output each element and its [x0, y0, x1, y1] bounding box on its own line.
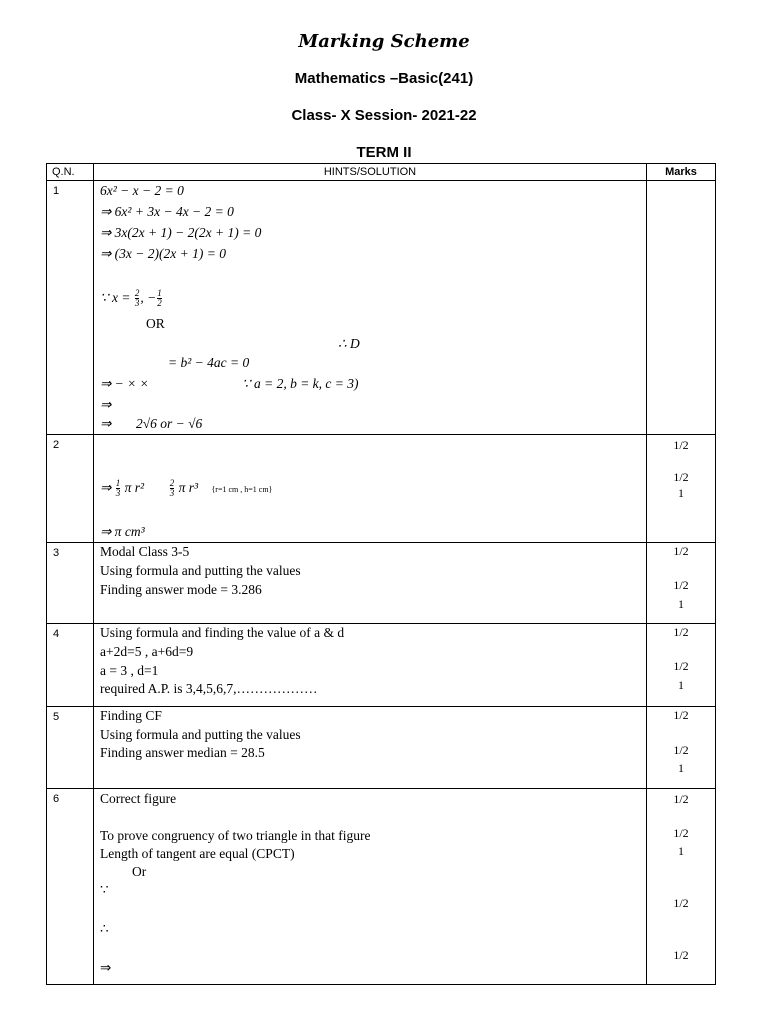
question-number: 1	[47, 181, 94, 435]
mark-value: 1/2	[673, 708, 689, 722]
solution-line: ⇒	[100, 397, 112, 412]
question-number: 6	[47, 789, 94, 985]
solution-line: Using formula and putting the values	[100, 727, 301, 742]
solution-line: ⇒	[100, 960, 112, 975]
header-marks: Marks	[647, 164, 716, 181]
marks-cell	[647, 181, 716, 435]
table-row-q4	[47, 624, 716, 707]
solution-line: = b² − 4ac = 0	[168, 355, 250, 370]
term-text: π r³	[178, 480, 199, 495]
marks-cell	[647, 543, 716, 624]
separator-text: , −	[140, 290, 157, 305]
solution-line: a = 3 , d=1	[100, 663, 159, 678]
question-number: 4	[47, 624, 94, 707]
fraction	[157, 289, 162, 308]
table-header-row	[47, 164, 716, 181]
mark-value: 1/2	[673, 625, 689, 639]
fraction-denominator: 3	[134, 298, 140, 309]
fraction	[116, 479, 121, 498]
solution-line: a+2d=5 , a+6d=9	[100, 644, 194, 659]
mark-value: 1	[678, 597, 684, 611]
implies-text: ⇒	[100, 480, 112, 495]
solution-line: 6x² − x − 2 = 0	[100, 183, 184, 198]
table-row-q2	[47, 435, 716, 543]
mark-value: 1	[678, 486, 684, 500]
solution-line	[100, 479, 272, 499]
mark-value: 1	[678, 844, 684, 858]
mark-value: 1/2	[673, 826, 689, 840]
document-title: Marking Scheme	[298, 31, 470, 52]
solution-cell	[94, 435, 647, 543]
solution-line	[100, 289, 163, 308]
term-text: π r²	[124, 480, 145, 495]
fraction-numerator: 1	[157, 288, 162, 299]
mark-value: 1/2	[673, 896, 689, 910]
fraction-denominator: 3	[169, 488, 175, 499]
question-number: 3	[47, 543, 94, 624]
fraction	[135, 289, 140, 308]
solution-cell	[94, 624, 647, 707]
solution-cell	[94, 789, 647, 985]
table-row-q5	[47, 707, 716, 789]
marks-cell	[647, 789, 716, 985]
solution-cell	[94, 707, 647, 789]
question-number: 2	[47, 435, 94, 543]
solution-line: ⇒ − × ×	[100, 376, 149, 391]
table-row-q1	[47, 181, 716, 435]
fraction-numerator: 2	[134, 288, 140, 299]
fraction	[170, 479, 175, 498]
solution-line: Using formula and finding the value of a & d	[100, 625, 345, 640]
solution-line: Using formula and putting the values	[100, 563, 301, 578]
solution-line: ∴	[100, 921, 109, 936]
solution-line: ∵ a = 2, b = k, c = 3)	[242, 376, 359, 391]
mark-value: 1/2	[673, 438, 689, 452]
marks-cell	[647, 624, 716, 707]
mark-value: 1	[678, 761, 684, 775]
solution-line: Correct figure	[100, 791, 177, 806]
marks-cell	[647, 435, 716, 543]
solution-line: ⇒ 6x² + 3x − 4x − 2 = 0	[100, 204, 234, 219]
mark-value: 1/2	[673, 470, 689, 484]
solution-line: To prove congruency of two triangle in that figure	[100, 828, 371, 843]
mark-value: 1/2	[673, 948, 689, 962]
solution-line: ∵	[100, 882, 109, 897]
header-qn: Q.N.	[47, 164, 94, 181]
solution-line: Modal Class 3-5	[100, 544, 190, 559]
table-row-q6	[47, 789, 716, 985]
fraction-denominator: 2	[157, 298, 162, 309]
solution-line: 2√6 or − √6	[136, 416, 203, 431]
solution-line: ⇒ 3x(2x + 1) − 2(2x + 1) = 0	[100, 225, 262, 240]
question-number: 5	[47, 707, 94, 789]
solution-line: ⇒ (3x − 2)(2x + 1) = 0	[100, 246, 226, 261]
mark-value: 1/2	[673, 792, 689, 806]
mark-value: 1/2	[673, 578, 689, 592]
fraction-numerator: 1	[115, 478, 121, 489]
marking-scheme-table	[46, 163, 716, 985]
session-heading: Class- X Session- 2021-22	[291, 107, 477, 124]
solution-cell	[94, 543, 647, 624]
subject-heading: Mathematics –Basic(241)	[294, 70, 474, 87]
solution-line: ∴ D	[338, 336, 360, 351]
solution-line: Finding answer median = 28.5	[100, 745, 265, 760]
fraction-numerator: 2	[169, 478, 175, 489]
or-label: Or	[132, 864, 147, 879]
mark-value: 1	[678, 678, 684, 692]
solution-line: ⇒ π cm³	[100, 524, 145, 539]
solution-line: ⇒	[100, 416, 112, 431]
or-label: OR	[146, 316, 165, 331]
note-text: {r=1 cm , h=1 cm}	[211, 485, 273, 494]
solution-line: Length of tangent are equal (CPCT)	[100, 846, 295, 861]
mark-value: 1/2	[673, 743, 689, 757]
solution-cell	[94, 181, 647, 435]
fraction-denominator: 3	[115, 488, 121, 499]
solution-line: required A.P. is 3,4,5,6,7,………………	[100, 681, 318, 696]
because-x-text: ∵ x =	[100, 290, 131, 305]
solution-line: Finding CF	[100, 708, 162, 723]
mark-value: 1/2	[673, 544, 689, 558]
table-row-q3	[47, 543, 716, 624]
mark-value: 1/2	[673, 659, 689, 673]
term-heading: TERM II	[356, 144, 412, 161]
header-solution: HINTS/SOLUTION	[94, 164, 647, 181]
solution-line: Finding answer mode = 3.286	[100, 582, 262, 597]
marks-cell	[647, 707, 716, 789]
